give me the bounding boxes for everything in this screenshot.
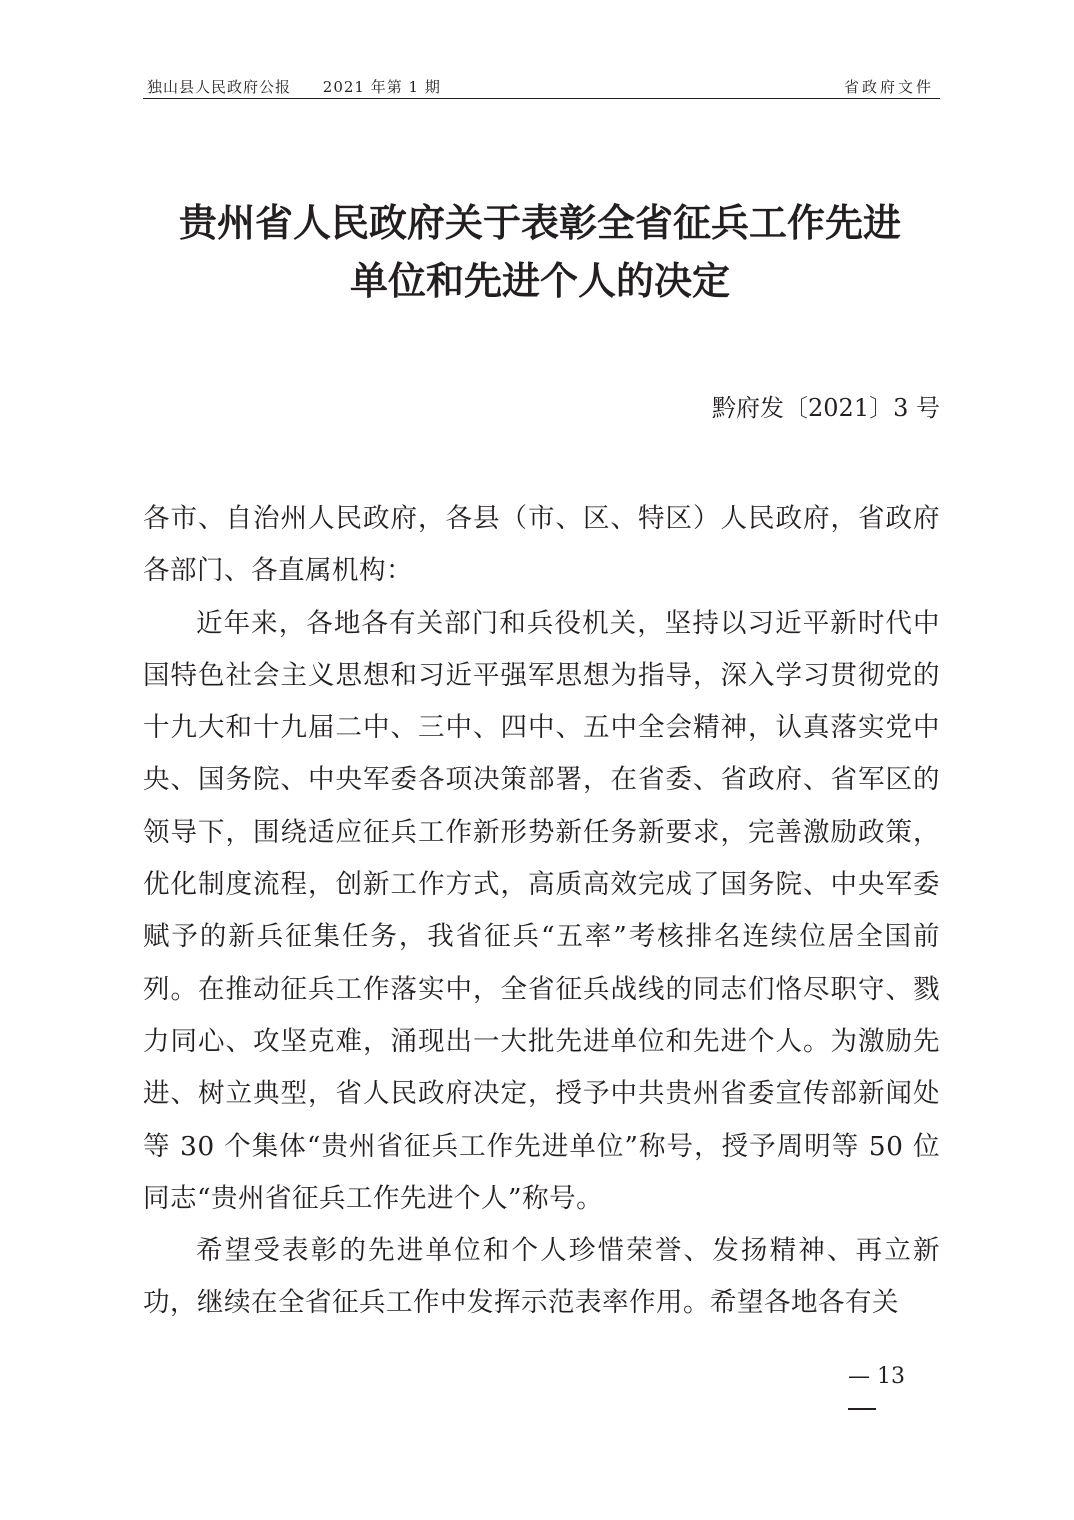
title-line-1: 贵州省人民政府关于表彰全省征兵工作先进: [178, 201, 901, 245]
page-number: — 13: [848, 1364, 905, 1389]
running-header: [143, 76, 940, 99]
header-left: [147, 76, 467, 98]
publication-name: 独山县人民政府公报: [147, 78, 292, 96]
page-number-dash: [848, 1408, 876, 1410]
document-title: [100, 194, 980, 310]
title-line-2: 单位和先进个人的决定: [349, 259, 730, 303]
issue-number: 2021 年第 1 期: [322, 78, 441, 96]
document-number: 黔府发〔2021〕3 号: [712, 394, 940, 422]
document-body: [143, 493, 940, 1330]
body-paragraph-2: 希望受表彰的先进单位和个人珍惜荣誉、发扬精神、再立新功，继续在全省征兵工作中发挥示范表率作用。希望各地各有关: [143, 1235, 940, 1319]
addressee-paragraph: 各市、自治州人民政府，各县（市、区、特区）人民政府，省政府各部门、各直属机构：: [143, 503, 940, 587]
section-name: 省政府文件: [843, 78, 934, 96]
body-paragraph-1: 近年来，各地各有关部门和兵役机关，坚持以习近平新时代中国特色社会主义思想和习近平强军思想为指导，深入学习贯彻党的十九大和十九届二中、三中、四中、五中全会精神，认真落实党中央、国务院、中央军委各项决策部署，在省委、省政府、省军区的领导下，围绕适应征兵工作新形势新任务新要求，完善激励政策，优化制度流程，创新工作方式，高质高效完成了国务院、中央军委赋予的新兵征集任务，我省征兵“五率”考核排名连续位居全国前列。在推动征兵工作落实中，全省征兵战线的同志们恪尽职守、戮力同心、攻坚克难，涌现出一大批先进单位和先进个人。为激励先进、树立典型，省人民政府决定，授予中共贵州省委宣传部新闻处等 30 个集体“贵州省征兵工作先进单位”称号，授予周明等 50 位同志“贵州省征兵工作先进个人”称号。: [143, 607, 940, 1214]
